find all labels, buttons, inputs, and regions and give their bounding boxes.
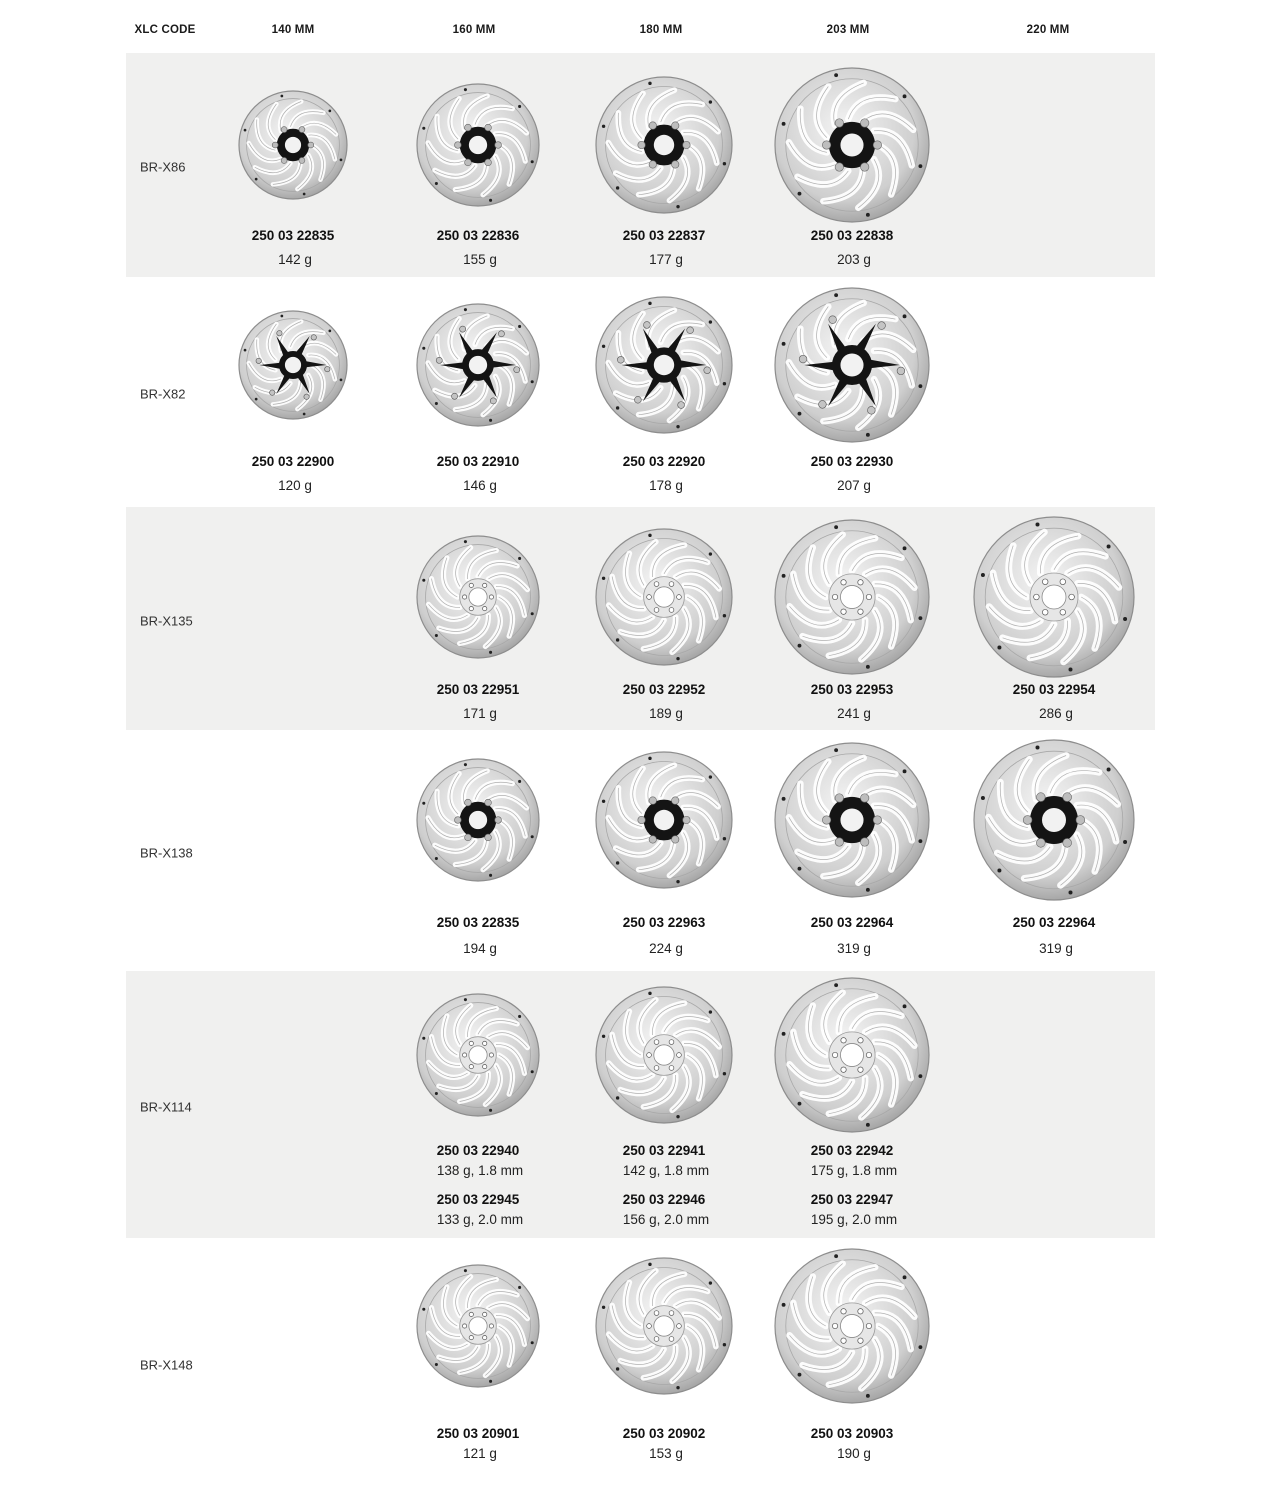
product-code: 250 03 22964 (810, 915, 894, 930)
product-weight: 224 g (649, 941, 683, 956)
table-row (126, 732, 1155, 970)
column-header-code: XLC CODE (134, 24, 196, 36)
product-code: 250 03 22942 (810, 1143, 894, 1158)
model-label: BR-X138 (140, 845, 193, 861)
product-weight: 194 g (463, 941, 497, 956)
product-weight: 120 g (278, 478, 312, 493)
product-weight: 175 g, 1.8 mm (810, 1163, 898, 1178)
brake-rotor-disc (593, 984, 735, 1126)
product-weight: 133 g, 2.0 mm (436, 1212, 524, 1227)
brake-rotor-disc (414, 991, 542, 1119)
table-row (126, 971, 1155, 1238)
rotor-image (772, 1246, 932, 1411)
table-row (126, 1240, 1155, 1486)
product-code: 250 03 22920 (622, 454, 706, 469)
product-weight: 138 g, 1.8 mm (436, 1163, 524, 1178)
product-weight: 178 g (649, 478, 683, 493)
brake-rotor-disc (414, 301, 542, 429)
rotor-image (236, 308, 350, 427)
table-row (126, 53, 1155, 277)
model-label: BR-X114 (140, 1099, 192, 1114)
rotor-image (971, 737, 1137, 908)
product-weight: 319 g (837, 941, 871, 956)
rotor-image (593, 984, 735, 1131)
product-weight: 203 g (837, 252, 871, 267)
brake-rotor-disc (772, 740, 932, 900)
product-code: 250 03 20903 (810, 1426, 894, 1441)
rotor-image (593, 74, 735, 221)
column-header-140: 140 MM (271, 24, 315, 36)
product-weight: 121 g (463, 1446, 497, 1461)
column-header-160: 160 MM (452, 24, 496, 36)
table-row (126, 279, 1155, 505)
rotor-image (593, 294, 735, 441)
product-code: 250 03 22963 (622, 915, 706, 930)
product-code: 250 03 22952 (622, 682, 706, 697)
rotor-image (414, 301, 542, 434)
rotor-image (971, 514, 1137, 685)
rotor-image (772, 65, 932, 230)
model-label: BR-X148 (140, 1357, 193, 1373)
rotor-image (236, 88, 350, 207)
brake-rotor-disc (593, 526, 735, 668)
product-code: 250 03 22838 (810, 228, 894, 243)
column-header-180: 180 MM (639, 24, 683, 36)
brake-rotor-disc (236, 88, 350, 202)
product-code: 250 03 22951 (436, 682, 520, 697)
rotor-image (772, 285, 932, 450)
brake-rotor-disc (971, 514, 1137, 680)
brake-rotor-disc (414, 533, 542, 661)
product-weight: 207 g (837, 478, 871, 493)
column-header-220: 220 MM (1026, 24, 1070, 36)
product-weight: 190 g (837, 1446, 871, 1461)
product-weight: 142 g, 1.8 mm (622, 1163, 710, 1178)
brake-rotor-disc (236, 308, 350, 422)
product-weight: 189 g (649, 706, 683, 721)
rotor-image (414, 81, 542, 214)
brake-rotor-disc (414, 81, 542, 209)
brake-rotor-disc (414, 756, 542, 884)
product-code: 250 03 22954 (1012, 682, 1096, 697)
rotor-image (593, 526, 735, 673)
product-code: 250 03 22836 (436, 228, 520, 243)
product-code: 250 03 22837 (622, 228, 706, 243)
product-weight: 319 g (1039, 941, 1073, 956)
brake-rotor-disc (772, 1246, 932, 1406)
brake-rotor-disc (593, 749, 735, 891)
product-code: 250 03 22835 (251, 228, 335, 243)
rotor-image (772, 517, 932, 682)
model-label: BR-X82 (140, 386, 186, 402)
product-weight: 195 g, 2.0 mm (810, 1212, 898, 1227)
product-weight: 171 g (463, 706, 497, 721)
table-row (126, 507, 1155, 730)
rotor-image (414, 991, 542, 1124)
model-label: BR-X86 (140, 159, 186, 175)
brake-rotor-disc (593, 74, 735, 216)
brake-rotor-disc (593, 1255, 735, 1397)
product-weight: 155 g (463, 252, 497, 267)
product-code: 250 03 22953 (810, 682, 894, 697)
product-code: 250 03 20902 (622, 1426, 706, 1441)
brake-rotor-disc (772, 517, 932, 677)
rotor-image (414, 756, 542, 889)
product-weight: 241 g (837, 706, 871, 721)
product-weight: 286 g (1039, 706, 1073, 721)
brake-rotor-disc (414, 1262, 542, 1390)
rotor-image (414, 1262, 542, 1395)
brake-rotor-disc (971, 737, 1137, 903)
product-weight: 177 g (649, 252, 683, 267)
product-weight: 156 g, 2.0 mm (622, 1212, 710, 1227)
rotor-image (772, 975, 932, 1140)
product-code: 250 03 22900 (251, 454, 335, 469)
product-code: 250 03 22910 (436, 454, 520, 469)
product-weight: 146 g (463, 478, 497, 493)
rotor-image (772, 740, 932, 905)
product-code: 250 03 22945 (436, 1192, 520, 1207)
product-code: 250 03 22930 (810, 454, 894, 469)
rotor-image (414, 533, 542, 666)
product-weight: 153 g (649, 1446, 683, 1461)
brake-rotor-disc (593, 294, 735, 436)
model-label: BR-X135 (140, 613, 193, 628)
product-code: 250 03 22964 (1012, 915, 1096, 930)
product-code: 250 03 22835 (436, 915, 520, 930)
product-weight: 142 g (278, 252, 312, 267)
rotor-image (593, 1255, 735, 1402)
product-code: 250 03 22947 (810, 1192, 894, 1207)
product-code: 250 03 22940 (436, 1143, 520, 1158)
rotor-image (593, 749, 735, 896)
product-code: 250 03 22946 (622, 1192, 706, 1207)
product-code: 250 03 20901 (436, 1426, 520, 1441)
column-header-203: 203 MM (826, 24, 870, 36)
brake-rotor-disc (772, 65, 932, 225)
brake-rotor-disc (772, 975, 932, 1135)
product-code: 250 03 22941 (622, 1143, 706, 1158)
brake-rotor-disc (772, 285, 932, 445)
